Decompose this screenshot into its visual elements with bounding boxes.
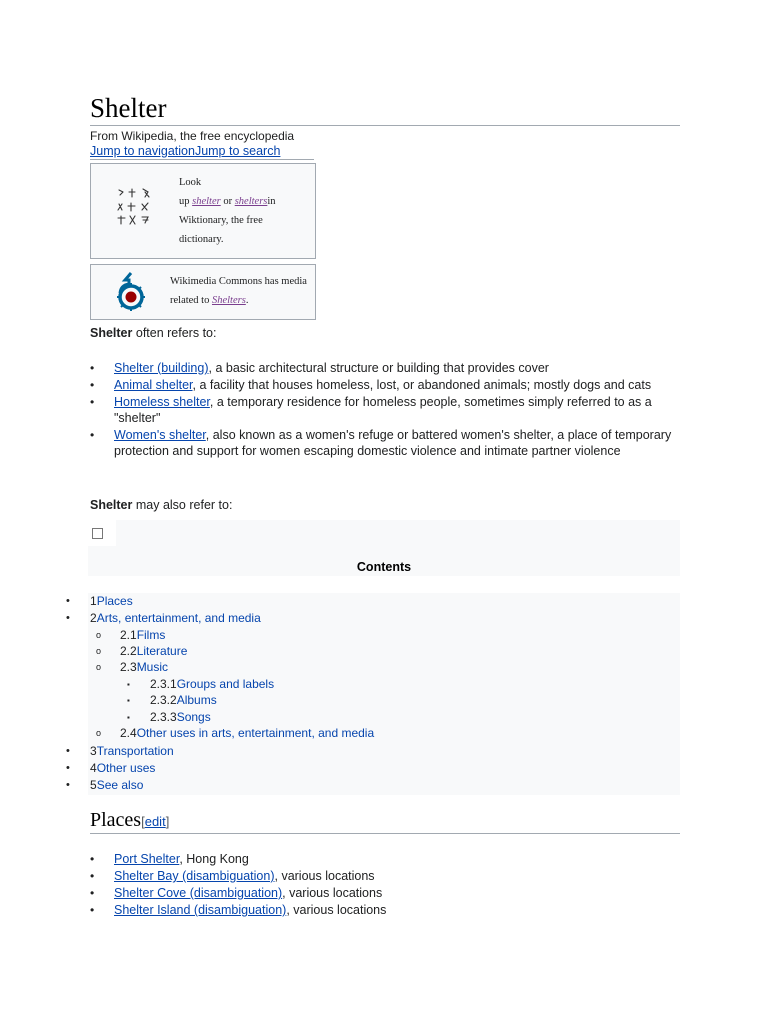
toc-item-albums[interactable]: ▪ 2.3.2Albums <box>127 693 217 707</box>
commons-shelters-link[interactable]: Shelters <box>211 295 246 306</box>
list-item: • Women's shelter, also known as a women's refuge or battered women's shelter, a place of temporary protection and support for women escaping domestic violence and intimate partner violence <box>90 427 680 459</box>
list-item: • Animal shelter, a facility that houses homeless, lost, or abandoned animals; mostly dogs and cats <box>90 377 680 393</box>
toc-item-other-arts[interactable]: o 2.4Other uses in arts, entertainment, and media <box>96 726 375 740</box>
title-divider <box>90 125 680 126</box>
toc-item-transportation[interactable]: • 3Transportation <box>66 744 174 758</box>
commons-box <box>90 264 316 320</box>
toc-item-groups-labels[interactable]: ▪ 2.3.1Groups and labels <box>127 677 275 691</box>
animal-shelter-link[interactable]: Animal shelter <box>114 378 193 392</box>
toc-item-arts[interactable]: • 2Arts, entertainment, and media <box>66 611 261 625</box>
list-item: • Port Shelter, Hong Kong <box>90 851 680 867</box>
toc-item-literature[interactable]: o 2.2Literature <box>96 644 188 658</box>
toc-item-places[interactable]: • 1Places <box>66 594 133 608</box>
toc-item-films[interactable]: o 2.1Films <box>96 628 166 642</box>
list-item: • Homeless shelter, a temporary residence for homeless people, sometimes simply referred to as a "shelter" <box>90 394 680 426</box>
list-item: • Shelter Island (disambiguation), various locations <box>90 902 680 918</box>
list-item: • Shelter (building), a basic architectural structure or building that provides cover <box>90 360 680 376</box>
section-heading-places: Places[edit] <box>90 809 170 831</box>
list-item: • Shelter Bay (disambiguation), various locations <box>90 868 680 884</box>
jump-links <box>90 144 280 158</box>
table-of-contents <box>88 520 680 576</box>
toc-item-other-uses[interactable]: • 4Other uses <box>66 761 156 775</box>
intro-paragraph: Shelter often refers to: <box>90 326 217 340</box>
box-top-rule <box>90 159 314 160</box>
jump-to-search-link[interactable]: Jump to search <box>194 144 281 158</box>
wiktionary-shelter-link[interactable]: shelter <box>192 196 221 207</box>
shelter-cove-link[interactable]: Shelter Cove (disambiguation) <box>114 886 283 900</box>
shelter-island-link[interactable]: Shelter Island (disambiguation) <box>114 903 287 917</box>
jump-to-navigation-link[interactable]: Jump to navigation <box>90 144 195 158</box>
tagline: From Wikipedia, the free encyclopedia <box>90 129 295 143</box>
places-list <box>90 851 680 919</box>
refers-list <box>90 360 680 460</box>
homeless-shelter-link[interactable]: Homeless shelter <box>114 395 210 409</box>
section-divider <box>90 833 680 834</box>
port-shelter-link[interactable]: Port Shelter <box>114 852 180 866</box>
toc-toggle-checkbox[interactable] <box>92 528 103 539</box>
list-item: • Shelter Cove (disambiguation), various locations <box>90 885 680 901</box>
wiktionary-logo-icon <box>115 186 159 232</box>
edit-section-link[interactable]: edit <box>144 814 166 829</box>
shelter-bay-link[interactable]: Shelter Bay (disambiguation) <box>114 869 275 883</box>
commons-text: Wikimedia Commons has media related to Shelters. <box>170 276 307 306</box>
also-paragraph: Shelter may also refer to: <box>90 498 233 512</box>
wikimedia-commons-logo-icon <box>113 271 149 313</box>
toc-item-songs[interactable]: ▪ 2.3.3Songs <box>127 710 211 724</box>
toc-title: Contents <box>356 560 412 574</box>
toc-item-see-also[interactable]: • 5See also <box>66 778 144 792</box>
shelter-building-link[interactable]: Shelter (building) <box>114 361 209 375</box>
wiktionary-box <box>90 163 316 259</box>
page-title: Shelter <box>90 93 167 123</box>
wiktionary-text: Look up shelter or sheltersin Wiktionary, the free dictionary. <box>179 177 276 245</box>
womens-shelter-link[interactable]: Women's shelter <box>114 428 206 442</box>
toc-item-music[interactable]: o 2.3Music <box>96 660 169 674</box>
wiktionary-shelters-link[interactable]: shelters <box>234 196 268 207</box>
